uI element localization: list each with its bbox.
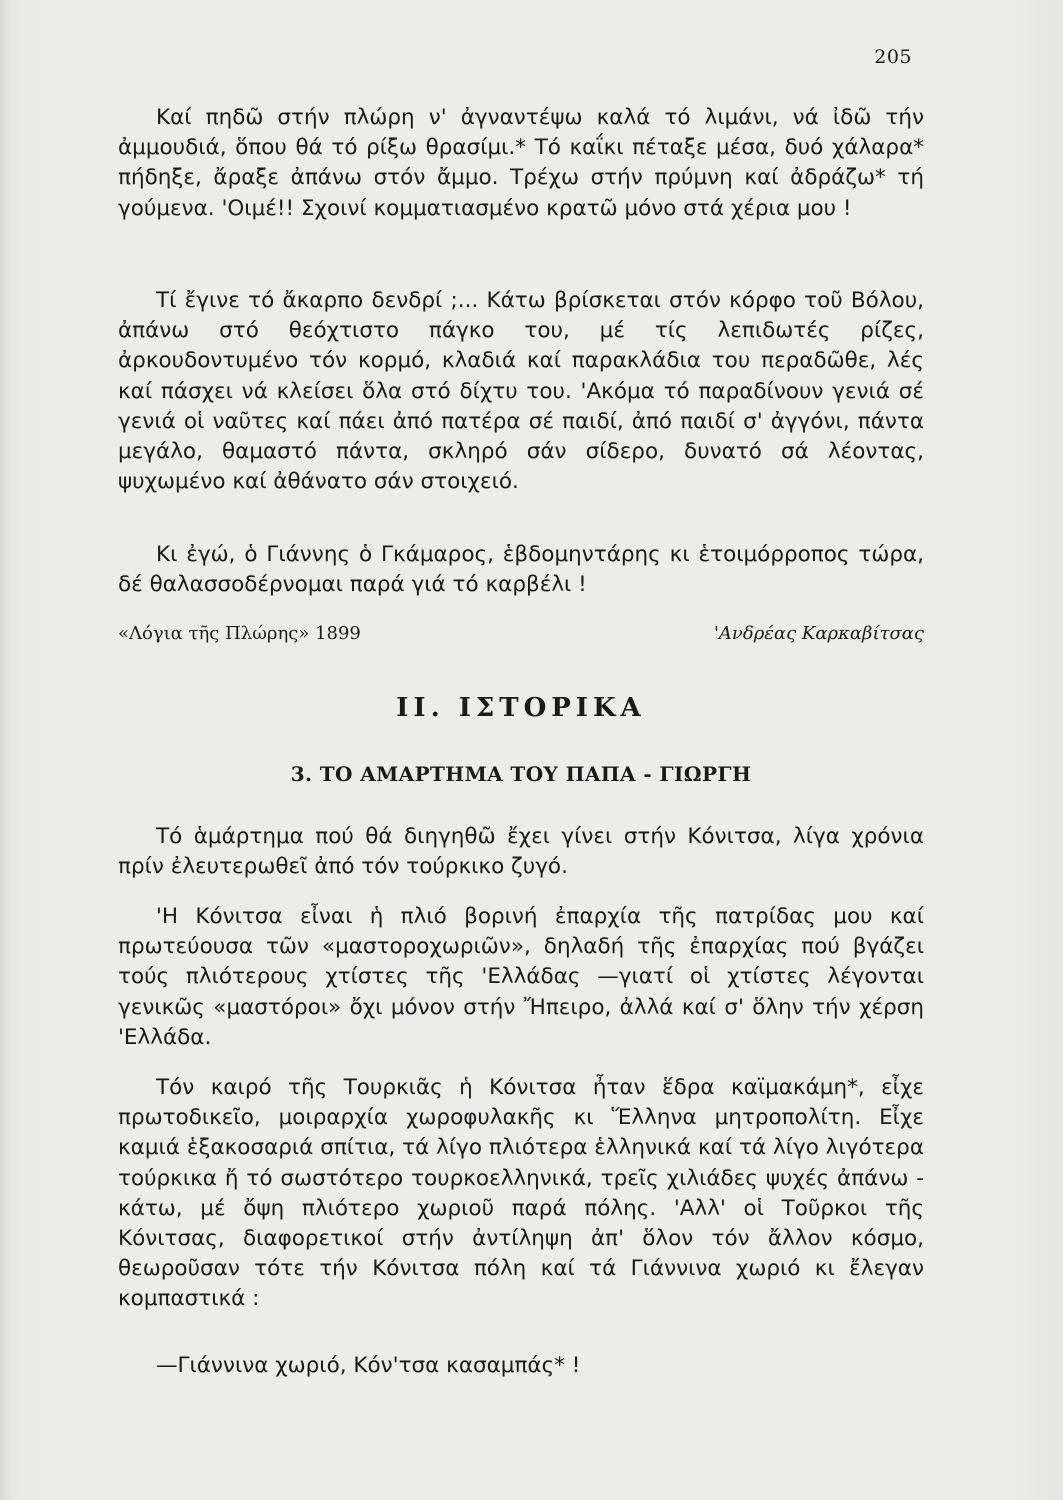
poem-paragraph-3: Κι ἐγώ, ὁ Γιάννης ὁ Γκάμαρος, ἑβδομηντάρης κι ἑτοιμόρροπος τώρα, δέ θαλασσοδέρνομαι παρά γιά τό καρβέλι ! xyxy=(118,542,924,598)
source-author: 'Ανδρέας Καρκαβίτσας xyxy=(713,623,924,644)
story-paragraph-4: —Γιάννινα χωριό, Κόν'τσα κασαμπάς* ! xyxy=(156,1353,581,1378)
section-heading: ΙΙ. ΙΣΤΟΡΙΚΑ xyxy=(396,693,646,723)
source-title: «Λόγια τῆς Πλώρης» 1899 xyxy=(118,623,361,644)
story-paragraph-2: 'Η Κόνιτσα εἶναι ἡ πλιό βορινή ἐπαρχία τῆς πατρίδας μου καί πρωτεύουσα τῶν «μαστοροχωριῶν», δηλαδή τῆς ἐπαρχίας πού βγάζει τούς πλιότερους χτίστες τῆς 'Ελλάδας —γιατί οἱ χτίστες λέγονται γενικῶς «μαστόροι» ὄχι μόνον στήν Ἤπειρο, ἀλλά καί σ' ὅλην τήν χέρση 'Ελλάδα. xyxy=(118,904,924,1050)
poem-paragraph-1: Καί πηδῶ στήν πλώρη ν' ἀγναντέψω καλά τό λιμάνι, νά ἰδῶ τήν ἀμμουδιά, ὅπου θά τό ρίξω θρασίμι.* Τό καΐκι πέταξε μέσα, δυό χάλαρα* πήδηξε, ἄραξε ἀπάνω στόν ἄμμο. Τρέχω στήν πρύμνη καί ἀδράζω* τή γούμενα. 'Οιμέ!! Σχοινί κομματιασμένο κρατῶ μόνο στά χέρια μου ! xyxy=(118,105,924,221)
chapter-heading: 3. ΤΟ ΑΜΑΡΤΗΜΑ ΤΟΥ ΠΑΠΑ - ΓΙΩΡΓΗ xyxy=(290,762,752,786)
poem-paragraph-2: Τί ἔγινε τό ἄκαρπο δενδρί ;... Κάτω βρίσκεται στόν κόρφο τοῦ Βόλου, ἀπάνω στό θεόχτιστο πάγκο του, μέ τίς λεπιδωτές ρίζες, ἀρκουδοντυμένο τόν κορμό, κλαδιά καί παρακλάδια του περαδῶθε, λές καί πάσχει νά κλείσει ὅλα στό δίχτυ του. 'Ακόμα τό παραδίνουν γενιά σέ γενιά οἱ ναῦτες καί πάει ἀπό πατέρα σέ παιδί, ἀπό παιδί σ' ἀγγόνι, πάντα μεγάλο, θαμαστό πάντα, σκληρό σάν σίδερο, δυνατό σά λέοντας, ψυχωμένο καί ἀθάνατο σάν στοιχειό. xyxy=(118,288,924,495)
story-paragraph-1: Τό ἁμάρτημα πού θά διηγηθῶ ἔχει γίνει στήν Κόνιτσα, λίγα χρόνια πρίν ἐλευτερωθεῖ ἀπό τόν τούρκικο ζυγό. xyxy=(118,824,924,880)
page-number: 205 xyxy=(874,46,912,68)
source-attribution xyxy=(118,623,924,649)
story-paragraph-3: Τόν καιρό τῆς Τουρκιᾶς ἡ Κόνιτσα ἦταν ἕδρα καϊμακάμη*, εἶχε πρωτοδικεῖο, μοιραρχία χωροφυλακῆς κι Ἕλληνα μητροπολίτη. Εἶχε καμιά ἑξακοσαριά σπίτια, τά λίγο πλιότερα ἑλληνικά καί τά λίγο λιγότερα τούρκικα ἤ τό σωστότερο τουρκοελληνικά, τρεῖς χιλιάδες ψυχές ἀπάνω - κάτω, μέ ὄψη πλιότερο χωριοῦ παρά πόλης. 'Αλλ' οἱ Τοῦρκοι τῆς Κόνιτσας, διαφορετικοί στήν ἀντίληψη ἀπ' ὅλον τόν ἄλλον κόσμο, θεωροῦσαν τότε τήν Κόνιτσα πόλη καί τά Γιάννινα χωριό κι ἔλεγαν κομπαστικά : xyxy=(118,1075,924,1312)
